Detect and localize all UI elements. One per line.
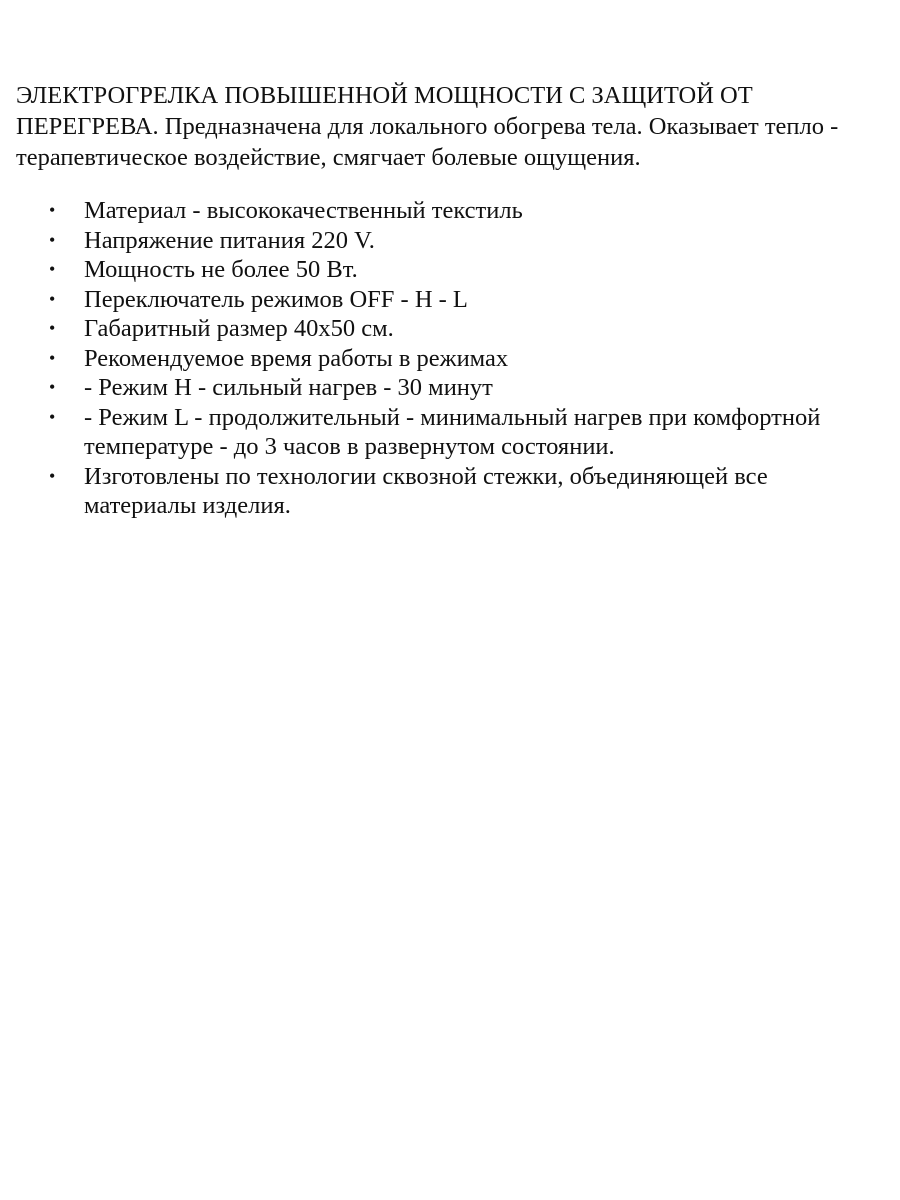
- feature-text: Материал - высококачественный текстиль: [84, 197, 523, 224]
- bullet-icon: •: [49, 229, 56, 250]
- feature-item-operating-time: [0, 344, 900, 374]
- bullet-icon: •: [49, 465, 56, 486]
- feature-text: Габаритный размер 40х50 см.: [84, 315, 394, 342]
- bullet-icon: •: [49, 259, 56, 279]
- bullet-icon: •: [49, 406, 56, 427]
- feature-item-stitching: [0, 462, 900, 521]
- bullet-icon: •: [49, 318, 56, 338]
- feature-text: Напряжение питания 220 V.: [84, 226, 375, 254]
- product-description: ЭЛЕКТРОГРЕЛКА ПОВЫШЕННОЙ МОЩНОСТИ С ЗАЩИТОЙ ОТ ПЕРЕГРЕВА. Предназначена для локального обогрева тела. Оказывает тепло - терапевтическое воздействие, смягчает болевые ощущения.: [16, 82, 839, 171]
- bullet-icon: •: [49, 347, 56, 368]
- feature-item-power: [0, 255, 900, 285]
- feature-text: Рекомендуемое время работы в режимах: [84, 344, 509, 372]
- feature-text: - Режим L - продолжительный - минимальный нагрев при комфортной температуре - до 3 часов в развернутом состоянии.: [84, 403, 821, 460]
- bullet-icon: •: [49, 377, 56, 397]
- feature-item-material: [0, 196, 900, 226]
- feature-text: Переключатель режимов OFF - H - L: [84, 285, 468, 313]
- feature-item-mode-l: [0, 403, 900, 462]
- feature-item-size: [0, 314, 900, 344]
- feature-item-voltage: [0, 226, 900, 256]
- bullet-icon: •: [49, 200, 56, 220]
- feature-text: - Режим H - сильный нагрев - 30 минут: [84, 374, 493, 401]
- feature-text: Мощность не более 50 Вт.: [84, 256, 358, 283]
- bullet-icon: •: [49, 288, 56, 309]
- feature-list: [0, 196, 900, 521]
- feature-item-mode-switch: [0, 285, 900, 315]
- feature-item-mode-h: [0, 373, 900, 403]
- feature-text: Изготовлены по технологии сквозной стежки, объединяющей все материалы изделия.: [84, 462, 768, 519]
